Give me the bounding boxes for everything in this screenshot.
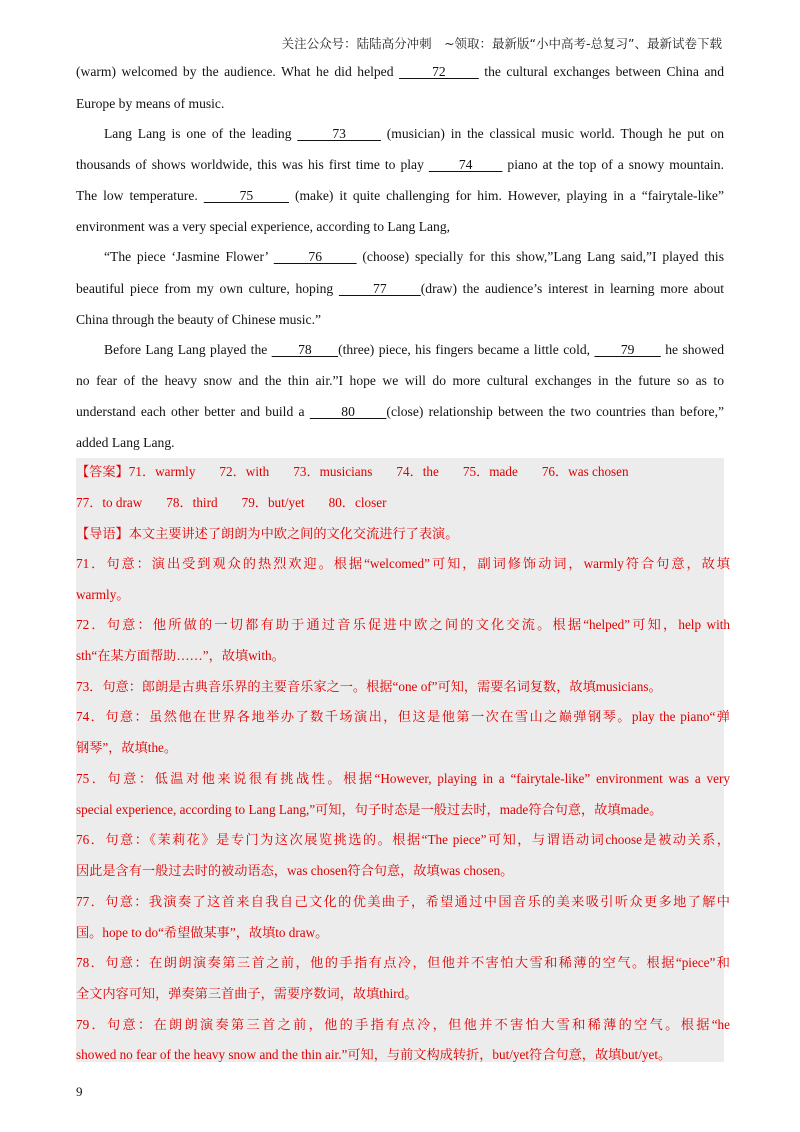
blank-76: 76 <box>273 249 357 264</box>
blank-79: 79 <box>594 342 661 357</box>
explanation-line: 73．句意：郎朗是古典音乐界的主要音乐家之一。根据“one of”可知，需要名词复数，故填musicians。 <box>76 679 662 694</box>
explanation-line: sth“在某方面帮助……”，故填with。 <box>76 648 285 663</box>
guide <box>76 525 730 543</box>
explanation-line: 77．句意：我演奏了这首来自我自己文化的优美曲子，希望通过中国音乐的美来吸引听众更多地了解中 <box>76 894 730 909</box>
answer-item: 76．was chosen <box>541 464 629 479</box>
passage-line: China through the beauty of Chinese music.” <box>76 312 322 327</box>
explanation-line: 钢琴”，故填the。 <box>76 740 178 755</box>
explanation-line: 75．句意：低温对他来说很有挑战性。根据“However, playing in a “fairytale-like” environment was a very <box>76 771 730 786</box>
blank-77: 77 <box>338 281 421 296</box>
explanation-line: 74．句意：虽然他在世界各地举办了数千场演出，但这是他第一次在雪山之巅弹钢琴。play the piano“弹 <box>76 709 730 724</box>
passage-line: thousands of shows worldwide, this was his first time to play 74 piano at the top of a snowy mountain. <box>76 157 725 172</box>
passage-line: Before Lang Lang played the 78 (three) piece, his fingers became a little cold, 79 he showed <box>104 342 724 357</box>
passage-line: The low temperature. 75 (make) it quite challenging for him. However, playing in a “fairytale-like” <box>76 188 725 203</box>
passage-line: beautiful piece from my own culture, hoping 77 (draw) the audience’s interest in learning more about <box>76 281 725 296</box>
passage-line: (warm) welcomed by the audience. What he did helped 72 the cultural exchanges between China and <box>76 64 725 79</box>
blank-75: 75 <box>203 188 289 203</box>
guide-label: 【导语】 <box>76 526 129 541</box>
explanation-line: showed no fear of the heavy snow and the thin air.”可知，与前文构成转折，but/yet符合句意，故填but/yet。 <box>76 1047 672 1062</box>
passage-line: environment was a very special experience, according to Lang Lang, <box>76 219 451 234</box>
explanation-line: 79．句意：在朗朗演奏第三首之前，他的手指有点冷，但他并不害怕大雪和稀薄的空气。根据“he <box>76 1017 730 1032</box>
answer-item: 77．to draw <box>76 495 143 510</box>
passage-line: added Lang Lang. <box>76 435 175 450</box>
explanation-line: 78．句意：在朗朗演奏第三首之前，他的手指有点冷，但他并不害怕大雪和稀薄的空气。根据“piece”和 <box>76 955 730 970</box>
passage-line: “The piece ‘Jasmine Flower’ 76 (choose) specially for this show,”Lang Lang said,”I played this <box>104 249 725 264</box>
explanation-line: 76．句意：《茉莉花》是专门为这次展览挑选的。根据“The piece”可知，与谓语动词choose是被动关系， <box>76 832 730 847</box>
explanation-line: 国。hope to do“希望做某事”，故填to draw。 <box>76 925 329 940</box>
blank-73: 73 <box>297 126 381 141</box>
page-number: 9 <box>76 1084 83 1099</box>
explanation-line: 因此是含有一般过去时的被动语态，was chosen符合句意，故填was chosen。 <box>76 863 514 878</box>
answer-item: 71．warmly <box>128 464 196 479</box>
blank-72: 72 <box>399 64 479 79</box>
explanation-line: special experience, according to Lang Lang,”可知，句子时态是一般过去时，made符合句意，故填made。 <box>76 802 663 817</box>
passage-line: understand each other better and build a 80 (close) relationship between the two countries than before,” <box>76 404 725 419</box>
page-header: 关注公众号：陆陆高分冲刺 ~领取：最新版“小中高考-总复习”、最新试卷下载 <box>281 36 722 51</box>
answer-item: 79．but/yet <box>241 495 305 510</box>
answer-item: 72．with <box>219 464 270 479</box>
blank-78: 78 <box>271 342 339 357</box>
answer-label: 【答案】 <box>76 464 129 479</box>
answer-item: 78．third <box>166 495 218 510</box>
explanation-line: 72．句意：他所做的一切都有助于通过音乐促进中欧之间的文化交流。根据“helped”可知，help with <box>76 617 730 632</box>
passage-line: Lang Lang is one of the leading 73 (musician) in the classical music world. Though he put on <box>104 126 725 141</box>
answer-item: 80．closer <box>328 495 387 510</box>
explanation-line: warmly。 <box>76 587 130 602</box>
answer-item: 73．musicians <box>293 464 373 479</box>
explanation-line: 71．句意：演出受到观众的热烈欢迎。根据“welcomed”可知，副词修饰动词，warmly符合句意，故填 <box>76 556 730 571</box>
blank-80: 80 <box>309 404 387 419</box>
blank-74: 74 <box>428 157 503 172</box>
answer-item: 74．the <box>396 464 439 479</box>
explanation-line: 全文内容可知，弹奏第三首曲子，需要序数词，故填third。 <box>76 986 418 1001</box>
passage-line: Europe by means of music. <box>76 96 225 111</box>
guide-text: 本文主要讲述了朗朗为中欧之间的文化交流进行了表演。 <box>128 526 459 541</box>
answer-row-1 <box>76 463 730 481</box>
passage-line: no fear of the heavy snow and the thin air.”I hope we will do more cultural exchanges in the future so as to <box>76 373 724 388</box>
answer-item: 75．made <box>462 464 518 479</box>
answer-row-2 <box>76 494 730 512</box>
